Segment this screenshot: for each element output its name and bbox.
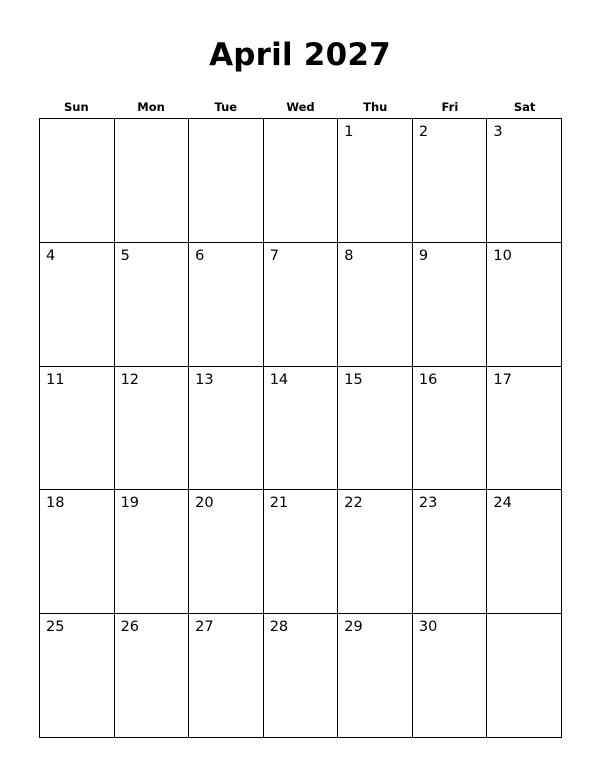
day-cell: [487, 119, 562, 243]
day-cell: [487, 614, 562, 738]
weekday-fri: Fri: [441, 100, 459, 114]
day-number: 23: [418, 495, 438, 512]
day-number: 19: [120, 495, 140, 512]
day-cell: [264, 243, 339, 367]
day-number: 25: [46, 619, 65, 636]
day-cell: [413, 490, 488, 614]
day-number: 30: [418, 619, 438, 636]
day-number: 8: [344, 247, 354, 264]
day-number: 10: [493, 247, 512, 264]
day-number: 1: [344, 124, 354, 140]
day-cell: [40, 614, 115, 738]
day-cell: [338, 119, 413, 243]
day-cell: [40, 367, 115, 491]
day-number: 12: [120, 371, 140, 388]
weekday-tue: Tue: [214, 100, 238, 114]
day-cell: [189, 614, 264, 738]
weekday-thu: Thu: [363, 100, 388, 114]
day-number: 18: [46, 495, 65, 512]
day-number: 4: [46, 247, 56, 264]
day-cell: [189, 119, 264, 243]
day-number: 27: [195, 619, 214, 636]
day-number: 21: [269, 495, 289, 512]
day-number: 9: [418, 247, 429, 264]
day-number: 26: [120, 619, 140, 636]
calendar-grid: [39, 118, 562, 738]
calendar-title: April 2027: [209, 37, 391, 73]
day-number: 6: [195, 247, 205, 264]
day-cell: [189, 367, 264, 491]
day-cell: [264, 614, 339, 738]
day-cell: [115, 243, 190, 367]
day-cell: [264, 367, 339, 491]
day-number: 2: [418, 124, 429, 140]
weekday-mon: Mon: [137, 100, 165, 114]
day-number: 13: [195, 371, 214, 388]
day-number: 5: [120, 247, 130, 264]
day-number: 20: [195, 495, 214, 512]
day-cell: [115, 614, 190, 738]
weekday-wed: Wed: [286, 100, 315, 114]
day-cell: [115, 119, 190, 243]
day-cell: [264, 490, 339, 614]
day-number: 17: [493, 371, 512, 388]
day-cell: [338, 614, 413, 738]
day-cell: [189, 243, 264, 367]
day-cell: [413, 243, 488, 367]
day-cell: [487, 243, 562, 367]
weekday-sun: Sun: [64, 100, 89, 114]
day-cell: [40, 243, 115, 367]
day-cell: [487, 490, 562, 614]
day-cell: [413, 367, 488, 491]
day-cell: [413, 614, 488, 738]
day-number: 16: [418, 371, 438, 388]
day-cell: [338, 243, 413, 367]
day-number: 28: [269, 619, 289, 636]
day-cell: [338, 490, 413, 614]
day-cell: [413, 119, 488, 243]
day-cell: [487, 367, 562, 491]
day-cell: [40, 119, 115, 243]
day-number: 24: [493, 495, 512, 512]
day-number: 14: [269, 371, 289, 388]
day-cell: [264, 119, 339, 243]
day-cell: [40, 490, 115, 614]
day-number: 15: [344, 371, 363, 388]
day-number: 3: [493, 124, 503, 140]
day-cell: [338, 367, 413, 491]
day-cell: [189, 490, 264, 614]
weekday-header-row: [39, 99, 562, 115]
day-number: 29: [344, 619, 363, 636]
day-number: 22: [344, 495, 363, 512]
day-number: 11: [46, 371, 65, 388]
weekday-sat: Sat: [513, 100, 536, 114]
day-cell: [115, 367, 190, 491]
day-cell: [115, 490, 190, 614]
day-number: 7: [269, 247, 279, 264]
